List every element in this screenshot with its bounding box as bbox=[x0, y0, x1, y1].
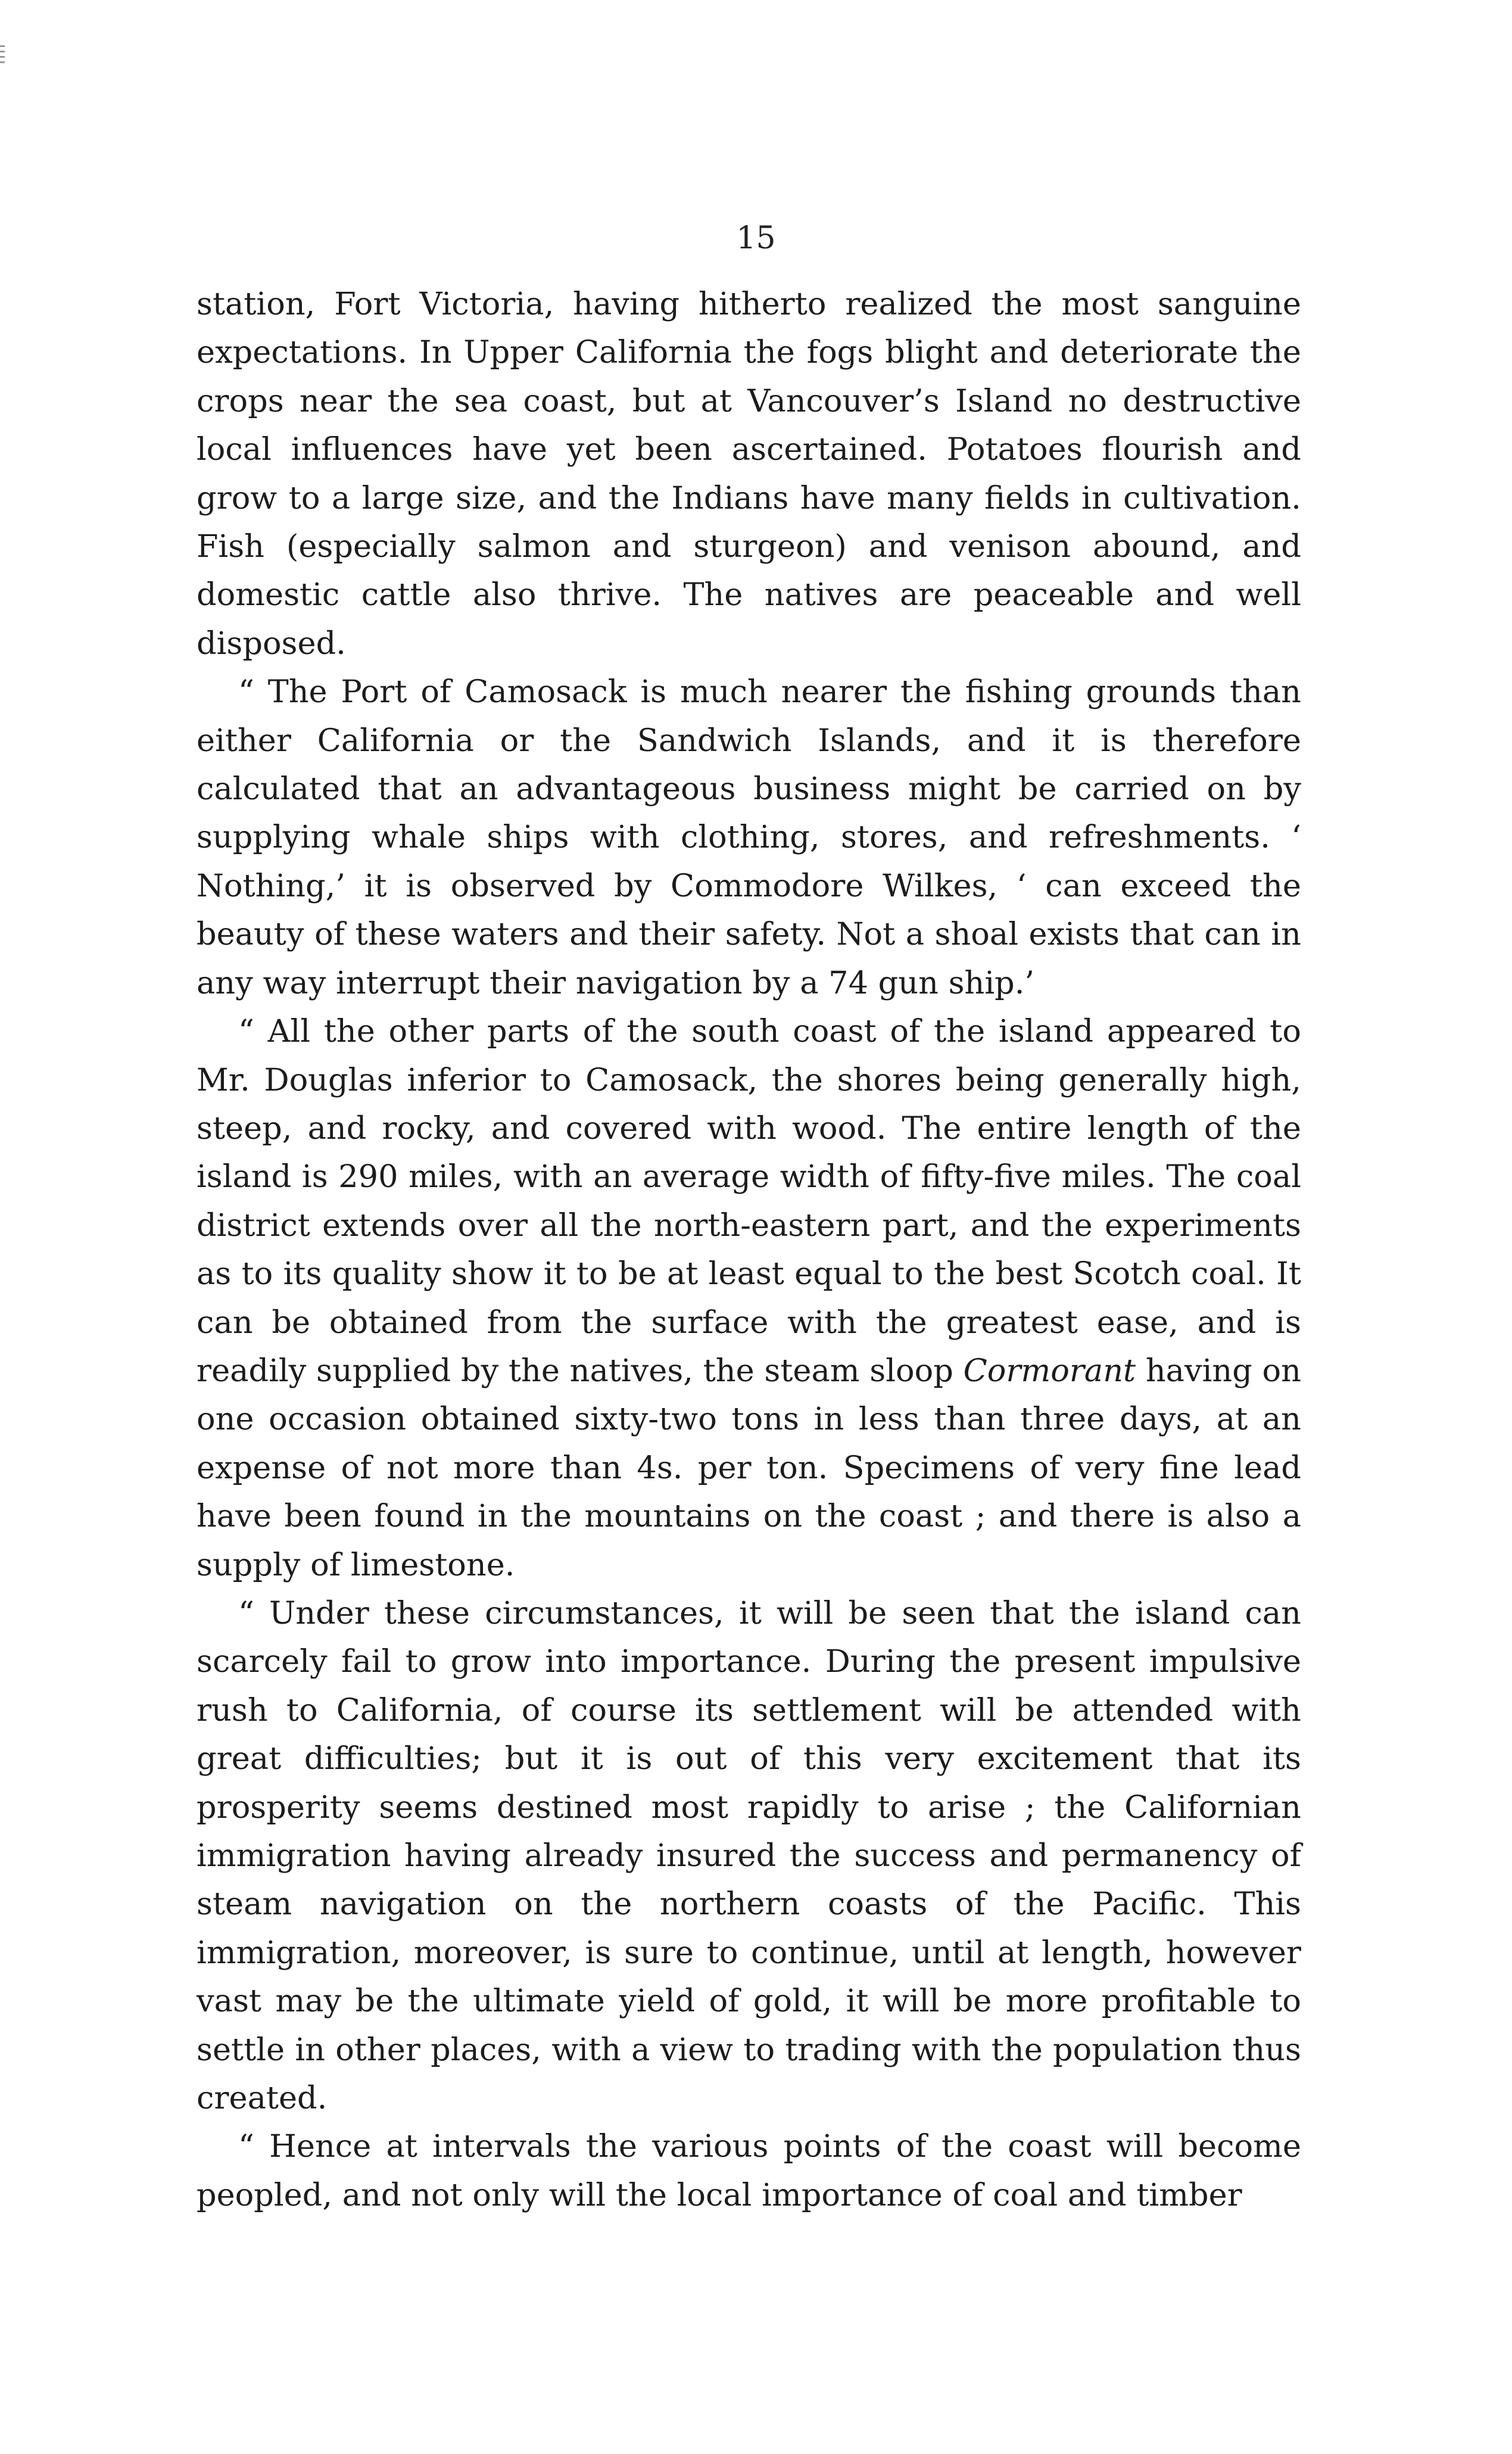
page-number: 15 bbox=[736, 220, 776, 256]
paragraph-5: “ Hence at intervals the various points of the coast will become peopled, and not only will the local importance of coal and timber bbox=[197, 2128, 1301, 2213]
scan-mark bbox=[0, 56, 5, 58]
paragraph-4: “ Under these circumstances, it will be seen that the island can scarcely fail to grow into importance. During the present impulsive rush to California, of course its settlement will be attended with great difficulties; but it is out of this very excitement that its prosperity seems destined most rapidly to arise ; the Californian immigration having already insured the success and permanency of steam navigation on the northern coasts of the Pacific. This immigration, moreover, is sure to continue, until at length, however vast may be the ultimate yield of gold, it will be more profitable to settle in other places, with a view to trading with the population thus created. bbox=[197, 1595, 1301, 2117]
paragraph-3-part-2: having on one occasion obtained sixty-two tons in less than three days, at an expense of not more than 4s. per ton. Specimens of very fine lead have been found in the mountains on the coast ; and there is also a supply of limestone. bbox=[197, 1352, 1301, 1583]
margin-scan-marks bbox=[0, 42, 8, 113]
scan-mark bbox=[0, 61, 5, 63]
paragraph-2: “ The Port of Camosack is much nearer the fishing grounds than either California or the Sandwich Islands, and it is therefore calculated that an advantageous business might be carried on by supplying whale ships with clothing, stores, and refreshments. ‘ Nothing,’ it is observed by Commodore Wilkes, ‘ can exceed the beauty of these waters and their safety. Not a shoal exists that can in any way interrupt their navigation by a 74 gun ship.’ bbox=[197, 674, 1301, 1001]
paragraph-3 bbox=[197, 1007, 1301, 1589]
body-text bbox=[197, 280, 1301, 2219]
paragraph-3-part-1: “ All the other parts of the south coast of the island appeared to Mr. Douglas inferior to Camosack, the shores being generally high, steep, and rocky, and covered with wood. The entire length of the island is 290 miles, with an average width of fifty-five miles. The coal district extends over all the north-eastern part, and the experiments as to its quality show it to be at least equal to the best Scotch coal. It can be obtained from the surface with the greatest ease, and is readily supplied by the natives, the steam sloop bbox=[197, 1013, 1301, 1389]
scan-mark bbox=[0, 45, 5, 47]
ship-name-cormorant: Cormorant bbox=[963, 1352, 1136, 1389]
paragraph-1: station, Fort Victoria, having hitherto realized the most sanguine expectations. In Upper California the fogs blight and deteriorate the crops near the sea coast, but at Vancouver’s Island no destructive local influences have yet been ascertained. Potatoes flourish and grow to a large size, and the Indians have many fields in cultivation. Fish (especially salmon and sturgeon) and venison abound, and domestic cattle also thrive. The natives are peaceable and well disposed. bbox=[197, 286, 1301, 662]
scan-mark bbox=[0, 51, 5, 52]
